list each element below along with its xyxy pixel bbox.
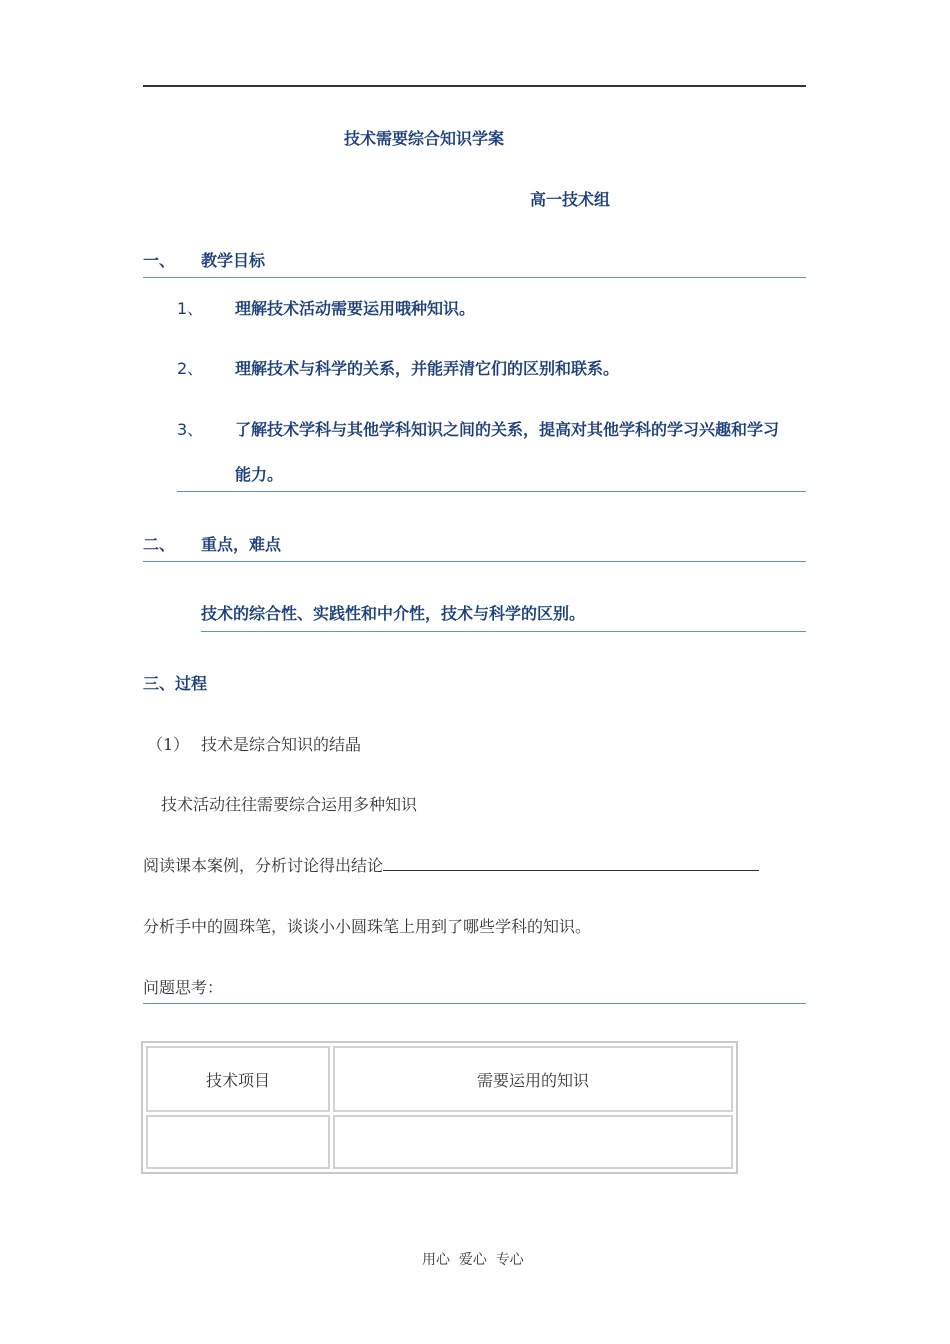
section2-body: 技术的综合性、实践性和中介性，技术与科学的区别。: [201, 604, 586, 623]
process-line-1: 技术活动往往需要综合运用多种知识: [161, 795, 418, 814]
objective-1-number: 1、: [177, 299, 204, 318]
process-line-2-text: 阅读课本案例，分析讨论得出结论: [143, 856, 384, 875]
header-rule: [143, 85, 806, 87]
table-row: [146, 1115, 733, 1169]
process-line-2: [143, 853, 759, 876]
process-line-4: 问题思考：: [143, 978, 224, 997]
section2-body-rule: [201, 631, 806, 632]
knowledge-table: [141, 1041, 738, 1174]
page-footer: 用心 爱心 专心: [422, 1252, 524, 1268]
table-header-cell: 需要运用的知识: [333, 1046, 733, 1112]
conclusion-blank[interactable]: [383, 856, 759, 871]
table-header-row: [146, 1046, 733, 1112]
objective-2-text: 理解技术与科学的关系，并能弄清它们的区别和联系。: [235, 359, 620, 378]
table-cell[interactable]: [146, 1115, 330, 1169]
table-header-cell: 技术项目: [146, 1046, 330, 1112]
section2-heading: 重点，难点: [201, 535, 282, 554]
objective-2-number: 2、: [177, 359, 204, 378]
objective-3-text: 了解技术学科与其他学科知识之间的关系，提高对其他学科的学习兴趣和学习: [235, 420, 780, 439]
objective-3-continuation: 能力。: [235, 465, 284, 484]
section1-number: 一、: [143, 251, 176, 270]
document-author: 高一技术组: [530, 190, 611, 209]
document-title: 技术需要综合知识学案: [344, 129, 505, 148]
process-line-3: 分析手中的圆珠笔，谈谈小小圆珠笔上用到了哪些学科的知识。: [143, 917, 592, 936]
section3-rule: [143, 1003, 806, 1004]
subsection1-number: （1）: [147, 735, 190, 754]
section1-rule: [143, 277, 806, 278]
section2-rule: [143, 561, 806, 562]
objectives-rule: [177, 491, 806, 492]
objective-1-text: 理解技术活动需要运用哦种知识。: [235, 299, 476, 318]
table-cell[interactable]: [333, 1115, 733, 1169]
subsection1-heading: 技术是综合知识的结晶: [201, 735, 362, 754]
objective-3-number: 3、: [177, 420, 204, 439]
section1-heading: 教学目标: [201, 251, 266, 270]
section3-heading: 三、过程: [143, 674, 208, 693]
section2-number: 二、: [143, 535, 176, 554]
